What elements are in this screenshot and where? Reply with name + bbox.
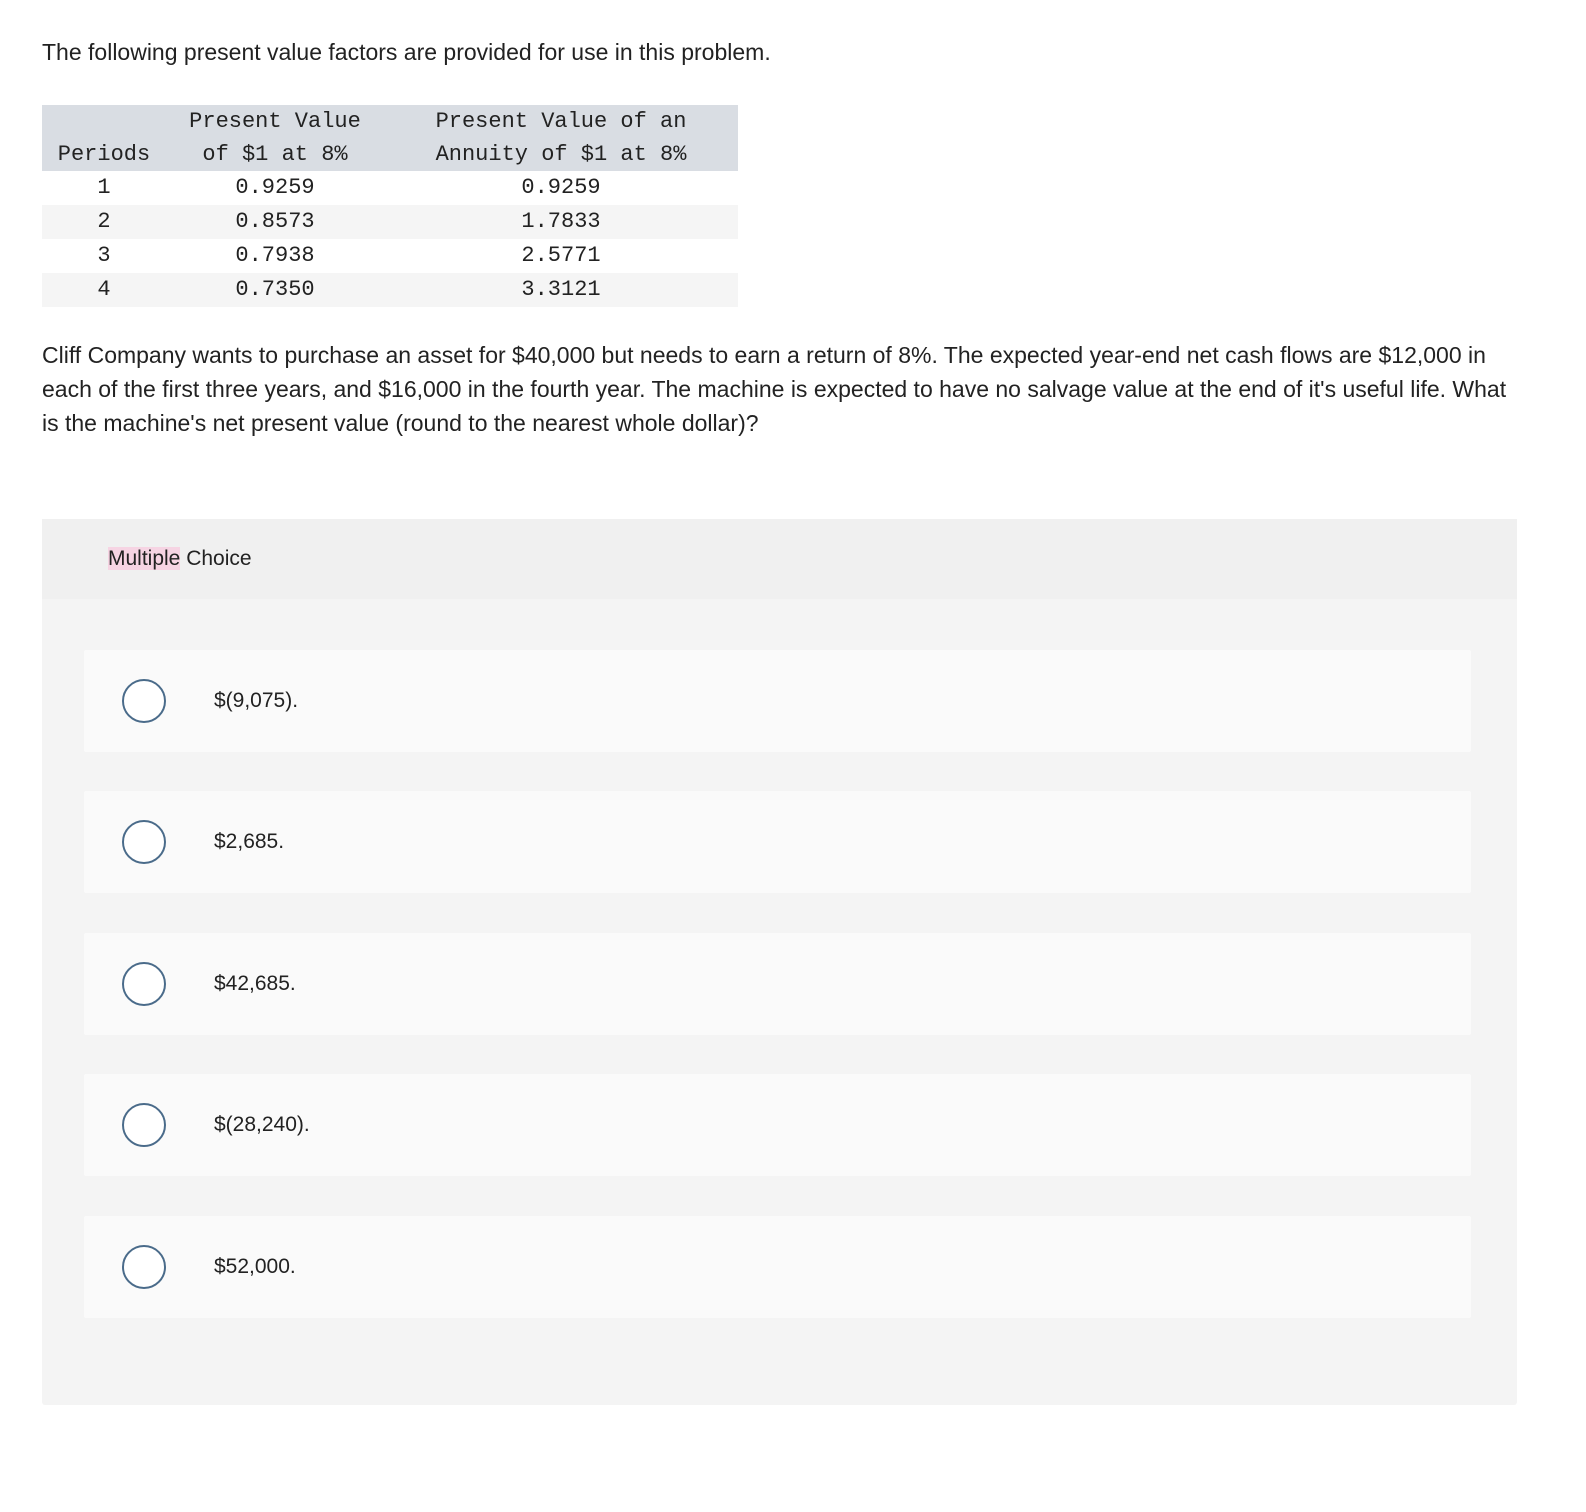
multiple-choice-label-rest: Choice <box>180 547 252 570</box>
answer-option[interactable] <box>84 791 1471 893</box>
present-value-table <box>42 105 738 307</box>
header-pv-single <box>166 105 384 171</box>
cell-pva: 2.5771 <box>521 243 601 268</box>
question-text: Cliff Company wants to purchase an asset for $40,000 but needs to earn a return of 8%. The expected year-end net cash flows are $12,000 in each of the first three years, and $16,000 in the fourth year. The machine is expected to have no salvage value at the end of it's useful life. What is the machine's net present value (round to the nearest whole dollar)? <box>42 342 1507 436</box>
multiple-choice-label <box>108 545 252 573</box>
answer-option[interactable] <box>84 1216 1471 1318</box>
answer-option[interactable] <box>84 933 1471 1035</box>
radio-button[interactable] <box>122 679 166 723</box>
table-row <box>42 171 738 205</box>
header-pv-annuity-line2: Annuity of $1 at 8% <box>435 142 687 167</box>
answer-option-text: $(9,075). <box>214 689 299 712</box>
multiple-choice-header <box>42 519 1517 599</box>
cell-pva: 0.9259 <box>521 175 601 200</box>
table-row <box>42 273 738 307</box>
answer-option-text: $52,000. <box>214 1255 296 1278</box>
answer-option-text: $42,685. <box>214 972 296 995</box>
header-periods-line2: Periods <box>57 142 151 167</box>
cell-pva: 1.7833 <box>521 209 601 234</box>
cell-period: 2 <box>97 209 111 234</box>
cell-period: 3 <box>97 243 111 268</box>
cell-pv: 0.7938 <box>235 243 315 268</box>
radio-button[interactable] <box>122 1103 166 1147</box>
answer-option[interactable] <box>84 1074 1471 1176</box>
header-pv-single-line2: of $1 at 8% <box>202 142 348 167</box>
table-header-row <box>42 105 738 171</box>
cell-pv: 0.9259 <box>235 175 315 200</box>
header-periods <box>42 105 166 171</box>
intro-text: The following present value factors are provided for use in this problem. <box>42 39 771 65</box>
answer-option-text: $2,685. <box>214 830 285 853</box>
cell-period: 1 <box>97 175 111 200</box>
header-pv-annuity <box>384 105 738 171</box>
table-row <box>42 239 738 273</box>
cell-pv: 0.7350 <box>235 277 315 302</box>
radio-button[interactable] <box>122 962 166 1006</box>
cell-pva: 3.3121 <box>521 277 601 302</box>
cell-period: 4 <box>97 277 111 302</box>
cell-pv: 0.8573 <box>235 209 315 234</box>
header-pv-single-line1: Present Value <box>189 109 361 134</box>
multiple-choice-label-highlight: Multiple <box>108 547 181 570</box>
table-row <box>42 205 738 239</box>
multiple-choice-panel <box>42 519 1517 1405</box>
answer-option-text: $(28,240). <box>214 1113 310 1136</box>
answer-option[interactable] <box>84 650 1471 752</box>
radio-button[interactable] <box>122 820 166 864</box>
radio-button[interactable] <box>122 1245 166 1289</box>
header-pv-annuity-line1: Present Value of an <box>435 109 687 134</box>
